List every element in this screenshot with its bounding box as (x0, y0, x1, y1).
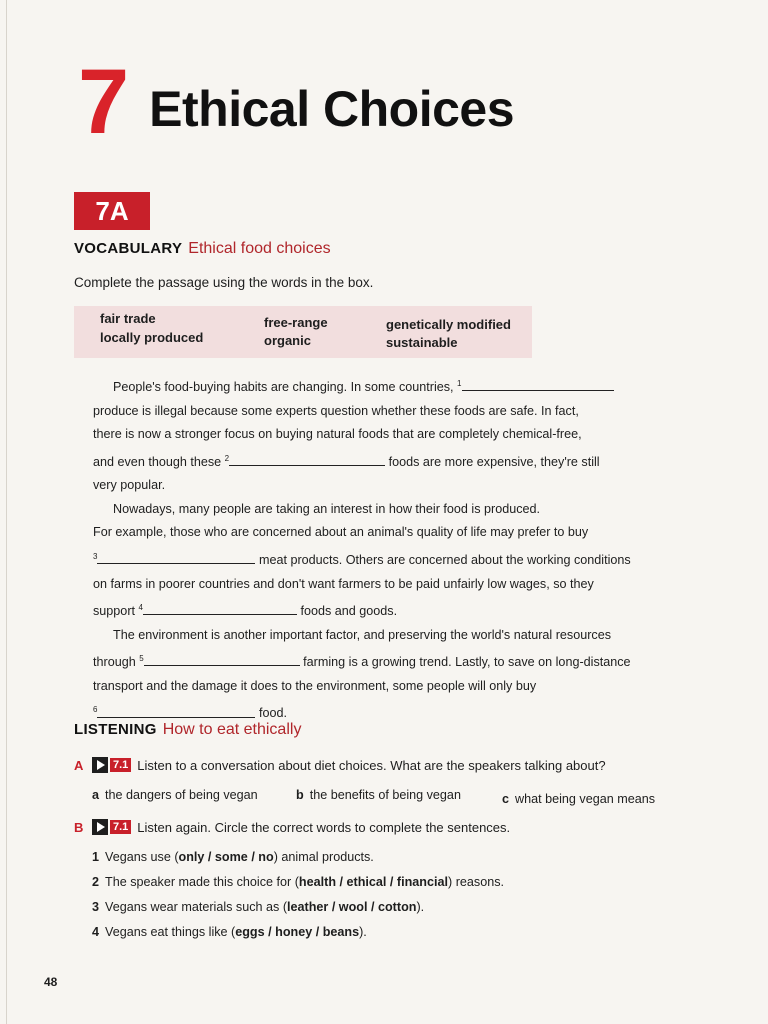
passage-line: very popular. (93, 478, 166, 493)
sentence-list (92, 850, 504, 950)
option-b[interactable]: b the benefits of being vegan (296, 788, 461, 802)
answer-blank[interactable] (144, 653, 300, 666)
sentence-item: 2 The speaker made this choice for (health / ethical / financial) reasons. (92, 875, 504, 889)
passage-line: through $^5$ farming is a growing trend. Lastly, to save on long-distance (93, 654, 631, 670)
sentence-item: 4 Vegans eat things like (eggs / honey / beans). (92, 925, 367, 939)
blank-number: 6 (93, 705, 98, 715)
task-a (74, 757, 606, 773)
task-text: Listen again. Circle the correct words to complete the sentences. (137, 819, 511, 835)
sentence-item: 1 Vegans use (only / some / no) animal products. (92, 850, 374, 864)
blank-number: 1 (457, 379, 462, 388)
section-category: LISTENING (74, 721, 157, 738)
page-edge (6, 0, 7, 1024)
lesson-badge: 7A (74, 192, 150, 230)
word-choices[interactable]: leather / wool / cotton (287, 900, 417, 914)
passage-line: and even though these $^2$ foods are more expensive, they're still (93, 453, 600, 469)
sentence-item: 3 Vegans wear materials such as (leather / wool / cotton). (92, 900, 425, 914)
audio-track-button[interactable] (92, 819, 131, 835)
section-category: VOCABULARY (74, 240, 183, 257)
passage-line: on farms in poorer countries and don't want farmers to be paid unfairly low wages, so they (93, 576, 594, 591)
word-item: free-range (264, 315, 328, 330)
option-a[interactable]: a the dangers of being vegan (92, 788, 258, 802)
listening-heading (74, 721, 301, 739)
audio-track-button[interactable] (92, 757, 131, 773)
passage-line: For example, those who are concerned about an animal's quality of life may prefer to buy (93, 525, 589, 540)
answer-blank[interactable] (97, 705, 255, 718)
word-item: fair trade (100, 311, 156, 326)
section-topic: How to eat ethically (162, 721, 302, 738)
word-choices[interactable]: eggs / honey / beans (235, 925, 360, 939)
task-b (74, 819, 510, 835)
play-icon (92, 757, 108, 773)
blank-number: 3 (93, 551, 98, 561)
answer-blank[interactable] (97, 551, 255, 564)
reading-passage (93, 372, 653, 726)
blank-number: 4 (138, 603, 143, 613)
word-box (74, 306, 532, 358)
passage-line: $^6$ food. (93, 705, 287, 721)
passage-line: The environment is another important factor, and preserving the world's natural resources (113, 627, 612, 642)
vocabulary-heading (74, 240, 331, 258)
answer-blank[interactable] (143, 602, 297, 615)
word-choices[interactable]: only / some / no (178, 850, 274, 864)
instruction: Complete the passage using the words in the box. (74, 275, 374, 290)
passage-line: Nowadays, many people are taking an interest in how their food is produced. (113, 501, 541, 516)
track-number: 7.1 (110, 820, 131, 834)
page-number: 48 (44, 975, 58, 989)
answer-blank[interactable] (462, 378, 614, 391)
chapter-number: 7 (78, 51, 128, 153)
word-item: genetically modified (386, 317, 511, 332)
task-letter: A (74, 757, 84, 773)
option-c[interactable]: c what being vegan means (502, 792, 656, 806)
play-icon (92, 819, 108, 835)
task-letter: B (74, 819, 84, 835)
answer-blank[interactable] (229, 453, 385, 466)
passage-line: transport and the damage it does to the environment, some people will only buy (93, 678, 537, 693)
task-text: Listen to a conversation about diet choices. What are the speakers talking about? (137, 757, 606, 773)
passage-line: support $^4$ foods and goods. (93, 603, 398, 619)
passage-line: $^3$ meat products. Others are concerned about the working conditions (93, 551, 631, 568)
word-item: sustainable (386, 335, 458, 350)
word-item: organic (264, 333, 311, 348)
passage-line: produce is illegal because some experts question whether these foods are safe. In fact, (93, 403, 579, 418)
chapter-heading (78, 51, 515, 153)
word-choices[interactable]: health / ethical / financial (298, 875, 448, 889)
chapter-title: Ethical Choices (149, 81, 515, 137)
section-topic: Ethical food choices (188, 240, 331, 257)
word-item: locally produced (100, 330, 204, 345)
passage-line: there is now a stronger focus on buying natural foods that are completely chemical-free, (93, 427, 582, 442)
blank-number: 5 (139, 654, 144, 664)
blank-number: 2 (224, 453, 230, 463)
track-number: 7.1 (110, 758, 131, 772)
passage-line: People's food-buying habits are changing. In some countries, $^1$ (93, 372, 653, 400)
